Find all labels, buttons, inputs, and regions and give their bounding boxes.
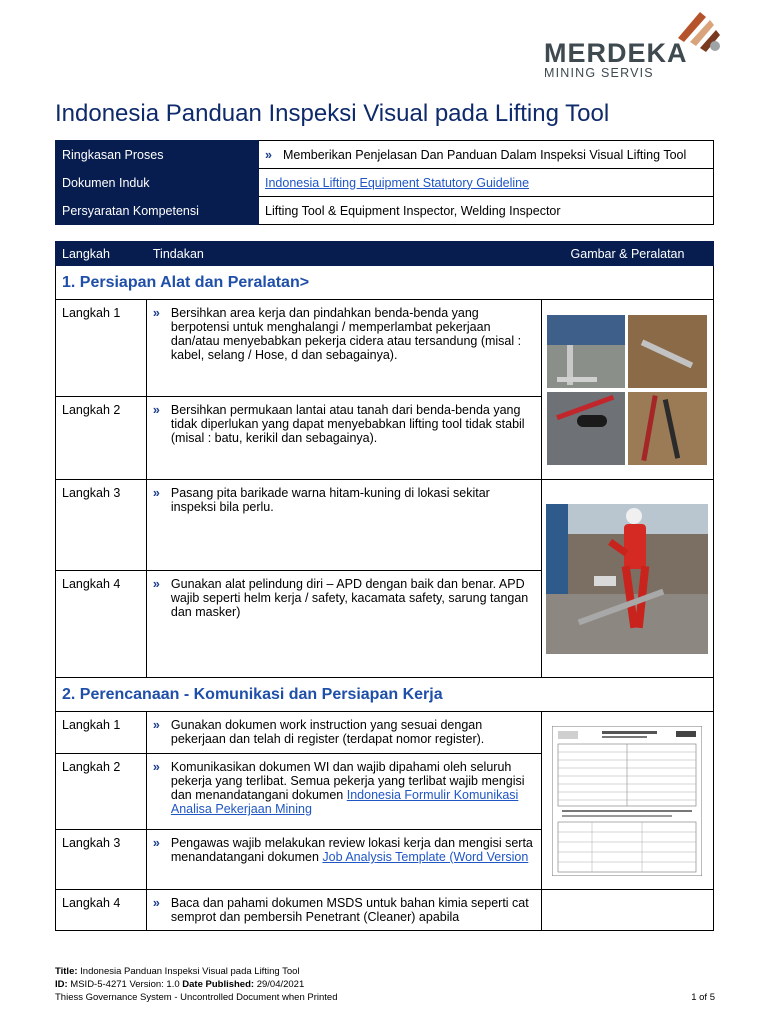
step-label: Langkah 2 <box>56 754 147 830</box>
document-title: Indonesia Panduan Inspeksi Visual pada Lifting Tool <box>55 100 610 127</box>
image-cell <box>541 712 713 890</box>
logo-name: MERDEKA <box>544 38 688 68</box>
bullet-chevron: » <box>265 147 272 162</box>
step-action <box>146 397 541 480</box>
step-text: Bersihkan permukaan lantai atau tanah dari benda-benda yang tidak diperlukan yang dapat menyebabkan lifting tool tidak stabil (misal : batu, kerikil dan sebagainya). <box>170 403 525 445</box>
footer-id-line <box>55 978 715 991</box>
page-footer <box>55 965 715 1004</box>
bullet-chevron: » <box>152 896 160 910</box>
summary-process-text: Memberikan Penjelasan Dan Panduan Dalam Inspeksi Visual Lifting Tool <box>283 147 687 162</box>
image-cell <box>541 890 713 931</box>
worker-in-ppe-photo <box>546 504 708 654</box>
step-row <box>56 300 714 397</box>
step-label: Langkah 4 <box>56 890 147 931</box>
steps-header <box>56 242 714 266</box>
footer-title-label: Title: <box>55 966 78 977</box>
step-action <box>146 890 541 931</box>
job-analysis-template-link[interactable]: Job Analysis Template (Word Version <box>322 850 529 864</box>
step-action <box>146 830 541 890</box>
footer-date-label: Date Published: <box>182 979 255 990</box>
footer-id-value: MSID-5-4271 Version: 1.0 <box>67 979 183 990</box>
section-header <box>56 266 714 300</box>
step-text: Pengawas wajib melakukan review lokasi kerja dan mengisi serta menandatangani dokumen <box>170 836 533 864</box>
step-label: Langkah 2 <box>56 397 147 480</box>
header-step: Langkah <box>56 242 147 266</box>
footer-title-value: Indonesia Panduan Inspeksi Visual pada Lifting Tool <box>77 966 300 977</box>
section-title: 1. Persiapan Alat dan Peralatan> <box>56 266 714 300</box>
summary-label: Persyaratan Kompetensi <box>56 197 259 225</box>
step-action <box>146 300 541 397</box>
summary-value <box>259 141 714 169</box>
bullet-chevron: » <box>152 577 160 591</box>
communication-form-link[interactable]: Indonesia Formulir Komunikasi Analisa Pekerjaan Mining <box>170 788 519 816</box>
summary-value <box>259 169 714 197</box>
bullet-chevron: » <box>152 403 160 417</box>
summary-label: Dokumen Induk <box>56 169 259 197</box>
step-action <box>146 480 541 571</box>
footer-date-value: 29/04/2021 <box>254 979 305 990</box>
step-action <box>146 712 541 754</box>
step-label: Langkah 4 <box>56 571 147 678</box>
footer-title-line <box>55 965 715 978</box>
header-action: Tindakan <box>146 242 541 266</box>
step-label: Langkah 3 <box>56 830 147 890</box>
step-text: Pasang pita barikade warna hitam-kuning di lokasi sekitar inspeksi bila perlu. <box>170 486 490 514</box>
company-logo <box>540 8 740 80</box>
step-row <box>56 890 714 931</box>
step-text: Komunikasikan dokumen WI dan wajib dipahami oleh seluruh pekerja yang terlibat. Semua pekerja yang terlibat wajib mengisi dan menandatangani dokumen <box>170 760 525 802</box>
page-number: 1 of 5 <box>691 992 715 1003</box>
step-text: Bersihkan area kerja dan pindahkan benda-benda yang berpotensi untuk menghalangi / memperlambat pekerjaan dan/atau menyebabkan pekerja cidera atau tersandung (misal : kabel, selang / Hose, d dan sebagainya). <box>170 306 522 362</box>
step-text: Gunakan alat pelindung diri – APD dengan baik dan benar. APD wajib seperti helm kerja / safety, kacamata safety, sarung tangan dan masker) <box>170 577 529 619</box>
section-header <box>56 678 714 712</box>
step-label: Langkah 1 <box>56 712 147 754</box>
summary-label: Ringkasan Proses <box>56 141 259 169</box>
header-image: Gambar & Peralatan <box>541 242 713 266</box>
bullet-chevron: » <box>152 718 160 732</box>
step-label: Langkah 1 <box>56 300 147 397</box>
step-label: Langkah 3 <box>56 480 147 571</box>
step-row <box>56 712 714 754</box>
footer-id-label: ID: <box>55 979 68 990</box>
summary-row <box>56 141 714 169</box>
lifting-tools-photo-grid <box>547 315 707 465</box>
step-text: Baca dan pahami dokumen MSDS untuk bahan kimia seperti cat semprot dan pembersih Penetrant (Cleaner) apabila <box>170 896 529 924</box>
bullet-chevron: » <box>152 486 160 500</box>
summary-row <box>56 169 714 197</box>
step-action <box>146 571 541 678</box>
summary-table <box>55 140 714 225</box>
bullet-chevron: » <box>152 306 160 320</box>
step-row <box>56 480 714 571</box>
logo-subtitle: MINING SERVIS <box>544 66 654 80</box>
bullet-chevron: » <box>152 760 160 774</box>
summary-row <box>56 197 714 225</box>
image-cell <box>541 480 713 678</box>
footer-system-line: Thiess Governance System - Uncontrolled Document when Printed <box>55 992 338 1003</box>
summary-value: Lifting Tool & Equipment Inspector, Welding Inspector <box>259 197 714 225</box>
parent-document-link[interactable]: Indonesia Lifting Equipment Statutory Guideline <box>265 175 530 190</box>
step-action <box>146 754 541 830</box>
bullet-chevron: » <box>152 836 160 850</box>
section-title: 2. Perencanaan - Komunikasi dan Persiapan Kerja <box>56 678 714 712</box>
image-cell <box>541 300 713 480</box>
steps-table <box>55 241 714 931</box>
form-document-thumbnail <box>552 726 702 876</box>
step-text: Gunakan dokumen work instruction yang sesuai dengan pekerjaan dan telah di register (terdapat nomor register). <box>170 718 485 746</box>
